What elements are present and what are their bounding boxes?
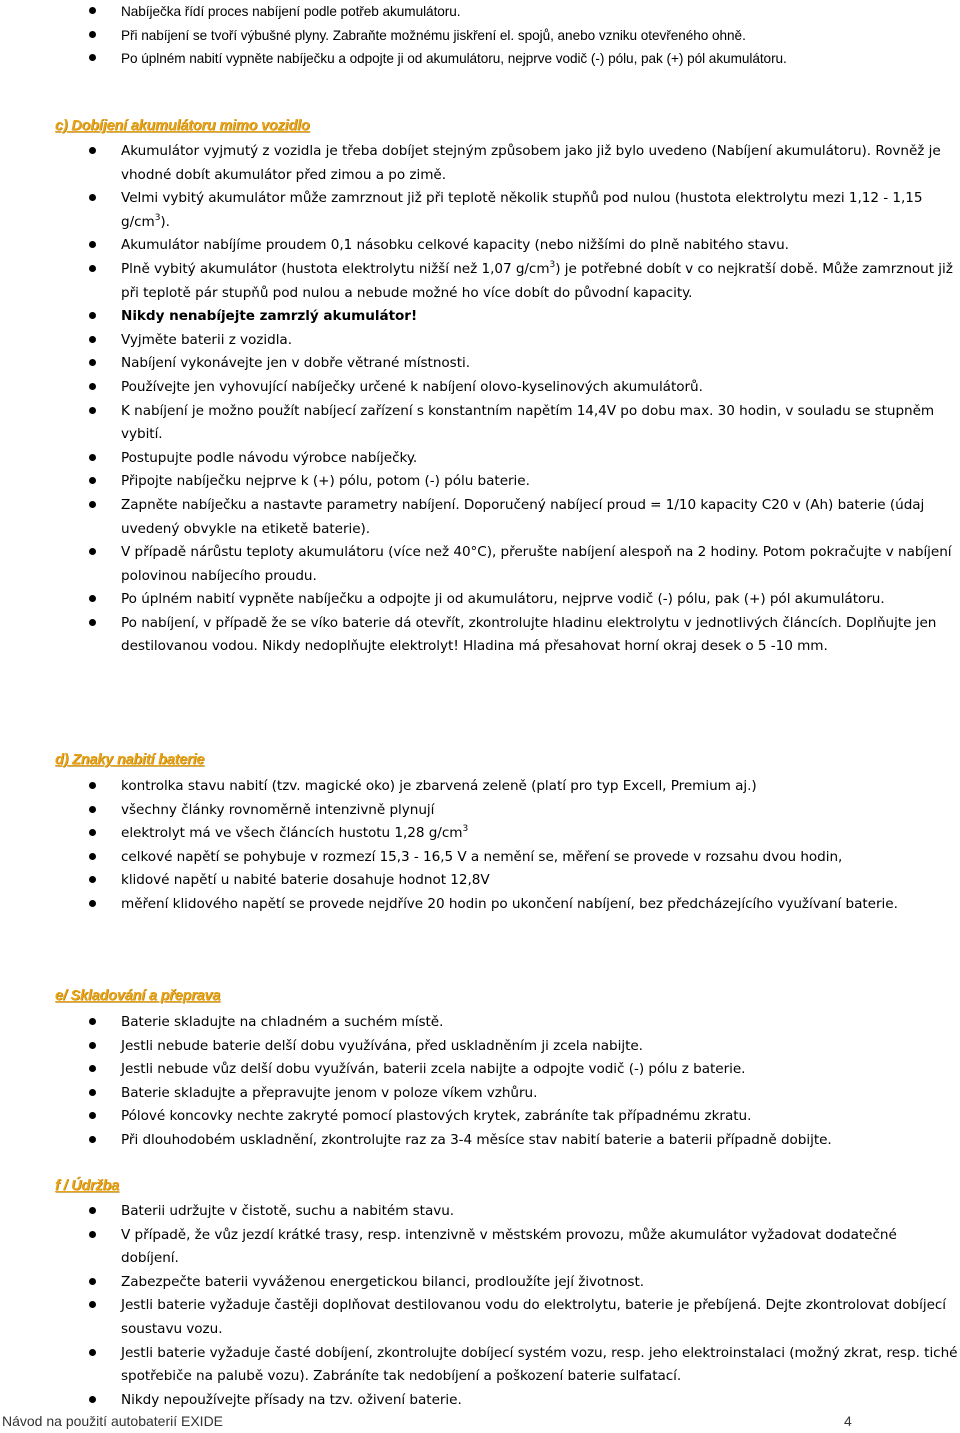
list-item [0,1058,960,1082]
warning-text: Nikdy nenabíjejte zamrzlý akumulátor! [121,308,418,325]
list-item [0,329,960,353]
list-item [0,376,960,400]
bullet-icon [89,7,96,14]
bullet-icon [89,336,96,343]
list-item-text: Plně vybitý akumulátor (hustota elektrolytu nižší než 1,07 $g/cm^3$) je potřebné dobít v co nejkratší době. Může zamrznout již při teplotě pár stupňů pod nulou a nebude možné ho více dobít do původní kapacity. [121,259,953,301]
bullet-icon [89,1278,96,1285]
list-item-text: klidové napětí u nabité baterie dosahuje hodnot 12,8V [121,872,490,889]
bullet-icon [89,1231,96,1238]
list-item-text: Nikdy nepoužívejte přísady na tzv. oživení baterie. [121,1391,462,1408]
list-item [0,1082,960,1106]
list-item [0,352,960,376]
list-item [0,799,960,823]
list-item [0,494,960,541]
list-item-text: všechny články rovnoměrně intenzivně plynují [121,801,435,818]
list-item [0,869,960,893]
list-item-text: V případě, že vůz jezdí krátké trasy, resp. intenzivně v městském provozu, může akumulátor vyžadovat dodatečné dobíjení. [121,1226,897,1267]
list-item-text: Velmi vybitý akumulátor může zamrznout již při teplotě několik stupňů pod nulou (hustota elektrolytu mezi 1,12 - 1,15 $g/cm^3$). [121,190,923,230]
bullet-icon [89,383,96,390]
bullet-icon [89,829,96,836]
list-item-text: Při dlouhodobém uskladnění, zkontrolujte raz za 3-4 měsíce stav nabití baterie a baterii případně dobijte. [121,1131,832,1148]
list-item-text: Baterii udržujte v čistotě, suchu a nabitém stavu. [121,1203,455,1219]
bullet-icon [89,194,96,201]
bullet-icon [89,1018,96,1025]
section-f [0,1200,960,1412]
bullet-icon [89,548,96,555]
list-item-text: Připojte nabíječku nejprve k (+) pólu, potom (-) pólu baterie. [121,473,530,490]
bullet-icon [89,31,96,38]
list-item-text: Baterie skladujte na chladném a suchém místě. [121,1014,444,1030]
list-item-text: celkové napětí se pohybuje v rozmezí 15,3 - 16,5 V a nemění se, měření se provede v rozsahu dvou hodin, [121,848,843,865]
list-item [0,588,960,612]
list-item [0,140,960,187]
list-item-text: Jestli nebude baterie delší dobu využívána, před uskladněním ji zcela nabijte. [121,1037,643,1054]
bullet-icon [89,241,96,248]
bullet-icon [89,265,96,272]
list-item-text: Jestli baterie vyžaduje častěji doplňovat destilovanou vodu do elektrolytu, baterie je přebíjená. Dejte zkontrolovat dobíjecí soustavu vozu. [121,1297,947,1337]
list-item [0,1105,960,1129]
section-f-list [0,1200,960,1412]
section-d [0,775,960,917]
list-item-text: Postupujte podle návodu výrobce nabíječky. [121,449,418,466]
list-item [0,1271,960,1295]
section-c-list [0,140,960,659]
list-item [0,447,960,471]
list-item [0,1011,960,1035]
list-item-text: Akumulátor nabíjíme proudem 0,1 násobku celkové kapacity (nebo nižšími do plně nabitého stavu. [121,237,789,254]
list-item [0,1294,960,1341]
section-c [0,140,960,659]
list-item-text: V případě nárůstu teploty akumulátoru (více než 40°C), přerušte nabíjení alespoň na 2 hodiny. Potom pokračujte v nabíjení polovinou nabíjecího proudu. [121,544,952,584]
list-item-text: kontrolka stavu nabití (tzv. magické oko) je zbarvená zeleně (platí pro typ Excell, Premium aj.) [121,778,757,794]
bullet-icon [89,359,96,366]
section-d-list [0,775,960,917]
bullet-icon [89,782,96,789]
list-item [0,1342,960,1389]
footer-title: Návod na použití autobaterií EXIDE [2,1413,224,1429]
bullet-icon [89,1349,96,1356]
list-item [0,822,960,846]
bullet-icon [89,876,96,883]
bullet-icon [89,1396,96,1403]
list-item [0,1389,960,1413]
list-item [0,0,960,24]
list-item [0,846,960,870]
list-item [0,470,960,494]
bullet-icon [89,1065,96,1072]
bullet-icon [89,54,96,61]
page-number: 4 [844,1413,852,1429]
bullet-icon [89,1042,96,1049]
bullet-icon [89,1301,96,1308]
list-item [0,187,960,234]
bullet-icon [89,1136,96,1143]
section-f-heading: f / Údržba [55,1178,120,1194]
list-item-text: Nabíjení vykonávejte jen v dobře větrané místnosti. [121,355,470,372]
list-item [0,47,960,71]
list-item-text: Po úplném nabití vypněte nabíječku a odpojte ji od akumulátoru, nejprve vodič (-) pólu, pak (+) pól akumulátoru. [121,51,787,67]
list-item [0,258,960,305]
bullet-icon [89,407,96,414]
bullet-icon [89,147,96,154]
bullet-icon [89,501,96,508]
section-e-list [0,1011,960,1153]
section-c-heading: c) Dobíjení akumulátoru mimo vozidlo [55,118,310,134]
list-item [0,234,960,258]
bullet-icon [89,312,96,319]
list-item-text: Při nabíjení se tvoří výbušné plyny. Zabraňte možnému jiskření el. spojů, anebo vzniku otevřeného ohně. [121,27,746,43]
section-d-heading: d) Znaky nabití baterie [55,752,205,768]
list-item [0,1129,960,1153]
list-item [0,612,960,659]
bullet-icon [89,806,96,813]
bullet-icon [89,454,96,461]
list-item [0,1224,960,1271]
bullet-icon [89,619,96,626]
list-item-text: Nabíječka řídí proces nabíjení podle potřeb akumulátoru. [121,4,461,19]
list-item [0,893,960,917]
list-item [0,1200,960,1224]
list-item-text: Používejte jen vyhovující nabíječky určené k nabíjení olovo-kyselinových akumulátorů. [121,378,703,395]
bullet-icon [89,853,96,860]
list-item-text: Vyjměte baterii z vozidla. [121,331,292,348]
list-item-text: Zapněte nabíječku a nastavte parametry nabíjení. Doporučený nabíjecí proud = 1/10 kapacity C20 v (Ah) baterie (údaj uvedený obvykle na etiketě baterie). [121,496,925,537]
list-item [0,1035,960,1059]
bullet-icon [89,477,96,484]
bullet-icon [89,1089,96,1096]
list-item-text: Jestli baterie vyžaduje časté dobíjení, zkontrolujte dobíjecí systém vozu, resp. jeho elektroinstalaci (možný zkrat, resp. tiché spotřebiče na palubě vozu). Zabráníte tak nedobíjení a poškození baterie sulfatací. [121,1344,958,1385]
list-item [0,400,960,447]
bullet-icon [89,1207,96,1214]
list-item [0,305,960,329]
list-item-text: K nabíjení je možno použít nabíjecí zařízení s konstantním napětím 14,4V po dobu max. 30 hodin, v souladu se stupněm vybití. [121,402,935,443]
list-item-text: elektrolyt má ve všech článcích hustotu 1,28 $g/cm^3$ [121,824,469,842]
bullet-icon [89,1112,96,1119]
list-item-text: Akumulátor vyjmutý z vozidla je třeba dobíjet stejným způsobem jako již bylo uvedeno (Nabíjení akumulátoru). Rovněž je vhodné dobít akumulátor před zimou a po zimě. [121,143,941,183]
list-item-text: Pólové koncovky nechte zakryté pomocí plastových krytek, zabráníte tak případnému zkratu. [121,1108,752,1125]
top-bullet-list [0,0,960,71]
list-item-text: Po úplném nabití vypněte nabíječku a odpojte ji od akumulátoru, nejprve vodič (-) pólu, pak (+) pól akumulátoru. [121,591,885,608]
list-item [0,541,960,588]
section-e-heading: e/ Skladování a přeprava [55,988,221,1004]
list-item-text: Jestli nebude vůz delší dobu využíván, baterii zcela nabijte a odpojte vodič (-) pólu z baterie. [121,1061,746,1078]
bullet-icon [89,595,96,602]
list-item [0,775,960,799]
list-item-text: Po nabíjení, v případě že se víko baterie dá otevřít, zkontrolujte hladinu elektrolytu v jednotlivých článcích. Doplňujte jen destilovanou vodou. Nikdy nedoplňujte elektrolyt! Hladina má přesahovat horní okraj desek o 5 -10 mm. [121,614,937,655]
list-item [0,24,960,48]
list-item-text: měření klidového napětí se provede nejdříve 20 hodin po ukončení nabíjení, bez předcházejícího využívaní baterie. [121,895,898,912]
section-e [0,1011,960,1153]
list-item-text: Zabezpečte baterii vyváženou energetickou bilanci, prodloužíte její životnost. [121,1273,645,1290]
list-item-text: Baterie skladujte a přepravujte jenom v poloze víkem vzhůru. [121,1084,538,1101]
bullet-icon [89,900,96,907]
top-list-section [0,0,960,71]
